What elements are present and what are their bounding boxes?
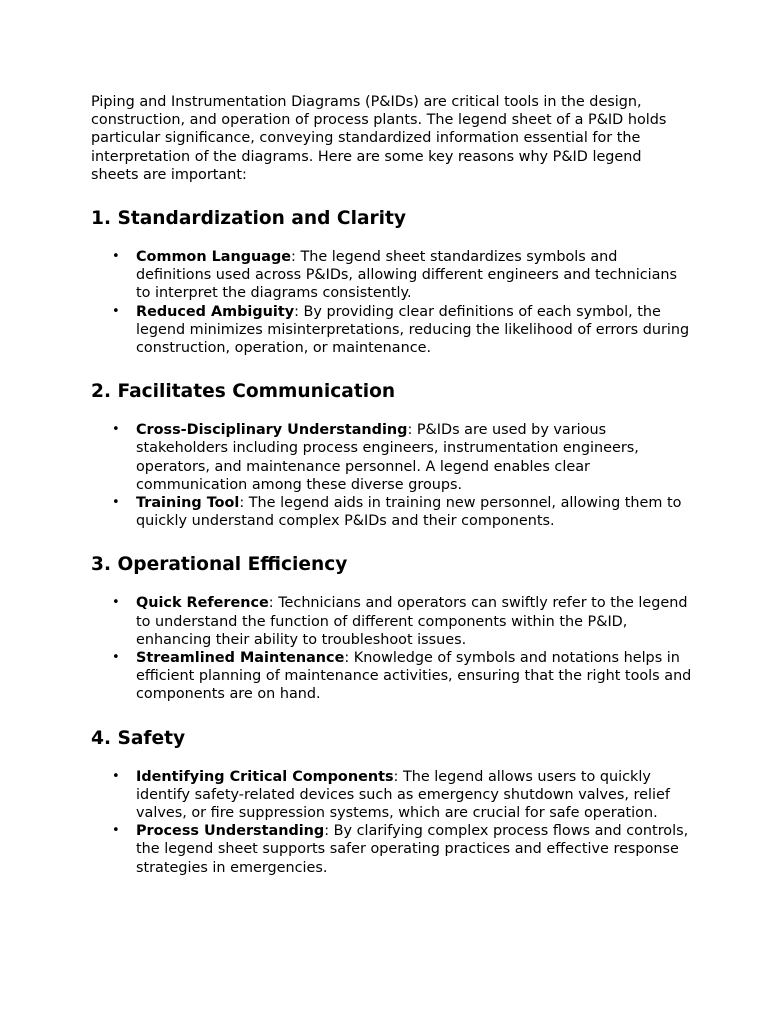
bullet-text: : The legend allows users to quickly identify safety-related devices such as emergency shutdown valves, relief valves, or fire suppression systems, which are crucial for safe operation. [136, 768, 670, 822]
section-heading: 1. Standardization and Clarity [91, 208, 407, 230]
bullet-text: : The legend sheet standardizes symbols and definitions used across P&IDs, allowing different engineers and technicians to interpret the diagrams consistently. [136, 249, 678, 302]
bullet-text: : By providing clear definitions of each symbol, the legend minimizes misinterpretations, reducing the likelihood of errors during construction, operation, or maintenance. [136, 303, 690, 357]
intro-paragraph: Piping and Instrumentation Diagrams (P&IDs) are critical tools in the design, construction, and operation of process plants. The legend sheet of a P&ID holds particular significance, conveying standardized information essential for the interpretation of the diagrams. Here are some key reasons why P&ID legend sheets are important: [91, 94, 667, 183]
list-item [91, 494, 696, 530]
bullet-text: : P&IDs are used by various stakeholders including process engineers, instrumentation engineers, operators, and maintenance personnel. A legend enables clear communication among these diverse groups. [136, 422, 639, 493]
bullet-list [91, 768, 688, 877]
bullet-term: Common Language [136, 249, 292, 266]
list-item [91, 594, 696, 649]
section-heading: 4. Safety [91, 727, 186, 749]
bullet-term: Cross-Disciplinary Understanding [136, 422, 408, 439]
bullet-term: Reduced Ambiguity [136, 303, 295, 320]
bullet-icon: • [112, 650, 120, 666]
list-item [91, 303, 696, 358]
bullet-term: Streamlined Maintenance [136, 650, 345, 667]
bullet-term: Quick Reference [136, 595, 269, 612]
bullet-list [91, 594, 692, 703]
bullet-icon: • [112, 422, 120, 438]
bullet-icon: • [112, 495, 120, 511]
list-item [91, 768, 696, 823]
bullet-text: : Knowledge of symbols and notations helps in efficient planning of maintenance activities, ensuring that the right tools and components are on hand. [136, 650, 692, 703]
section-heading: 3. Operational Efficiency [91, 554, 348, 576]
section-heading: 2. Facilitates Communication [91, 381, 396, 403]
bullet-text: : By clarifying complex process flows and controls, the legend sheet supports safer operating practices and effective response strategies in emergencies. [136, 823, 689, 876]
bullet-text: : Technicians and operators can swiftly refer to the legend to understand the function of different components within the P&ID, enhancing their ability to troubleshoot issues. [136, 595, 688, 648]
list-item [91, 248, 696, 303]
bullet-term: Training Tool [136, 495, 240, 512]
bullet-icon: • [112, 249, 120, 265]
bullet-icon: • [112, 823, 120, 839]
bullet-text: : The legend aids in training new personnel, allowing them to quickly understand complex P&IDs and their components. [136, 495, 682, 530]
bullet-list [91, 248, 688, 357]
list-item [91, 421, 696, 494]
bullet-list [91, 421, 688, 530]
bullet-icon: • [112, 595, 120, 611]
list-item [91, 649, 696, 704]
list-item [91, 822, 696, 877]
bullet-icon: • [112, 303, 120, 319]
bullet-term: Process Understanding [136, 823, 325, 840]
bullet-term: Identifying Critical Components [136, 768, 394, 785]
bullet-icon: • [112, 768, 120, 784]
